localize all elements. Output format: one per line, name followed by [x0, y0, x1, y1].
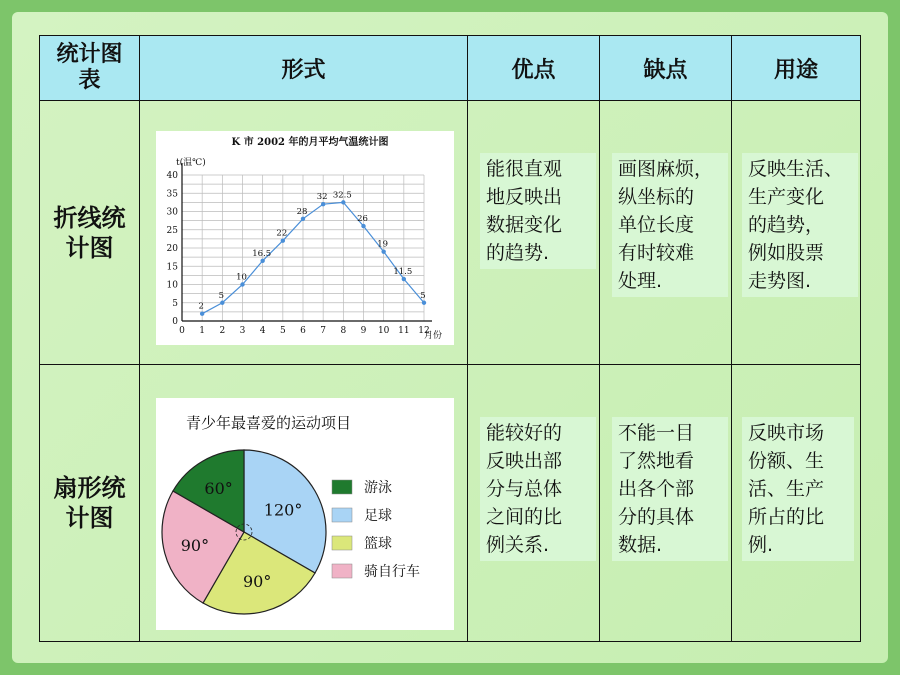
line-disadvantage-text: 画图麻烦， 纵坐标的 单位长度 有时较难 处理.: [612, 153, 728, 297]
header-advantage: 优点: [468, 36, 600, 101]
pie-disadvantage-text: 不能一目 了然地看 出各个部 分的具体 数据.: [612, 417, 728, 561]
x-tick-label: 0: [179, 326, 185, 336]
data-point: [220, 301, 224, 305]
data-label: 2: [198, 301, 204, 312]
y-tick-label: 15: [166, 262, 178, 273]
legend-swatch: [332, 480, 352, 494]
data-label: 28: [296, 206, 308, 217]
line-disadvantage-cell: [600, 101, 732, 365]
y-tick-label: 0: [172, 317, 178, 327]
legend-swatch: [332, 564, 352, 578]
data-label: 11.5: [393, 267, 413, 278]
line-chart-ylabel: t(温℃): [176, 158, 206, 168]
pie-use-cell: [732, 365, 861, 642]
data-point: [200, 312, 204, 316]
x-tick-label: 4: [259, 326, 266, 336]
x-tick-label: 3: [239, 326, 246, 336]
y-tick-label: 30: [166, 207, 178, 218]
x-tick-label: 7: [320, 326, 327, 336]
x-tick-label: 10: [377, 326, 390, 336]
slice-label: 90°: [180, 536, 210, 556]
x-tick-label: 9: [360, 326, 367, 336]
data-point: [301, 217, 305, 221]
data-point: [341, 200, 345, 204]
line-advantage-cell: [468, 101, 600, 365]
y-tick-label: 35: [166, 189, 178, 200]
comparison-table: [39, 35, 861, 642]
data-label: 32: [316, 192, 328, 203]
row-pie-chart: [40, 365, 861, 642]
data-point: [321, 202, 325, 206]
slice-label: 120°: [263, 500, 303, 520]
slice-label: 90°: [242, 572, 272, 592]
pie-advantage-cell: [468, 365, 600, 642]
pie-chart-cell: [140, 365, 468, 642]
legend-label: 骑自行车: [364, 564, 420, 580]
legend-swatch: [332, 508, 352, 522]
line-chart-xlabel: 月份: [424, 331, 443, 341]
row-name-line-chart: 折线统 计图: [40, 101, 140, 365]
header-disadvantage: 缺点: [600, 36, 732, 101]
x-tick-label: 2: [219, 326, 226, 336]
legend-label: 篮球: [364, 536, 392, 552]
legend-swatch: [332, 536, 352, 550]
row-name-pie-chart: 扇形统 计图: [40, 365, 140, 642]
pie-chart-title: 青少年最喜爱的运动项目: [186, 414, 352, 432]
x-tick-label: 8: [340, 326, 347, 336]
slice-label: 60°: [204, 478, 233, 498]
row-line-chart: [40, 101, 861, 365]
data-label: 5: [218, 290, 225, 301]
header-chart-type: 统计图 表: [40, 36, 140, 101]
data-point: [361, 224, 365, 228]
x-tick-label: 6: [300, 326, 306, 336]
data-point: [381, 249, 385, 253]
data-label: 16.5: [252, 248, 272, 259]
pie-disadvantage-cell: [600, 365, 732, 642]
x-tick-label: 12: [418, 326, 430, 336]
data-label: 22: [276, 228, 288, 239]
data-point: [240, 282, 244, 286]
series-line: [202, 202, 424, 313]
y-tick-label: 10: [166, 280, 178, 291]
line-chart: [156, 131, 454, 345]
header-form: 形式: [140, 36, 468, 101]
pie-advantage-text: 能较好的 反映出部 分与总体 之间的比 例关系.: [480, 417, 596, 561]
line-use-cell: [732, 101, 861, 365]
header-row: [40, 36, 861, 101]
y-tick-label: 5: [172, 298, 178, 309]
pie-chart: [156, 398, 454, 630]
line-chart-cell: [140, 101, 468, 365]
data-point: [281, 239, 285, 243]
data-label: 19: [377, 239, 389, 250]
data-label: 5: [420, 290, 426, 301]
data-point: [402, 277, 406, 281]
line-advantage-text: 能很直观 地反映出 数据变化 的趋势.: [480, 153, 596, 269]
y-tick-label: 20: [166, 244, 178, 254]
x-tick-label: 1: [199, 326, 206, 336]
legend-label: 足球: [364, 508, 392, 524]
legend-label: 游泳: [364, 480, 392, 496]
data-point: [260, 259, 264, 263]
data-point: [422, 301, 426, 305]
data-label: 26: [357, 214, 368, 225]
pie-use-text: 反映市场 份额、生 活、生产 所占的比 例.: [742, 417, 854, 561]
x-tick-label: 5: [279, 326, 286, 336]
data-label: 32.5: [332, 190, 352, 201]
header-use: 用途: [732, 36, 861, 101]
x-tick-label: 11: [398, 326, 410, 336]
data-label: 10: [236, 272, 247, 283]
y-tick-label: 40: [166, 171, 178, 181]
line-use-text: 反映生活、 生产变化 的趋势， 例如股票 走势图.: [742, 153, 858, 297]
y-tick-label: 25: [166, 225, 178, 236]
line-chart-title: K 市 2002 年的月平均气温统计图: [231, 137, 389, 148]
